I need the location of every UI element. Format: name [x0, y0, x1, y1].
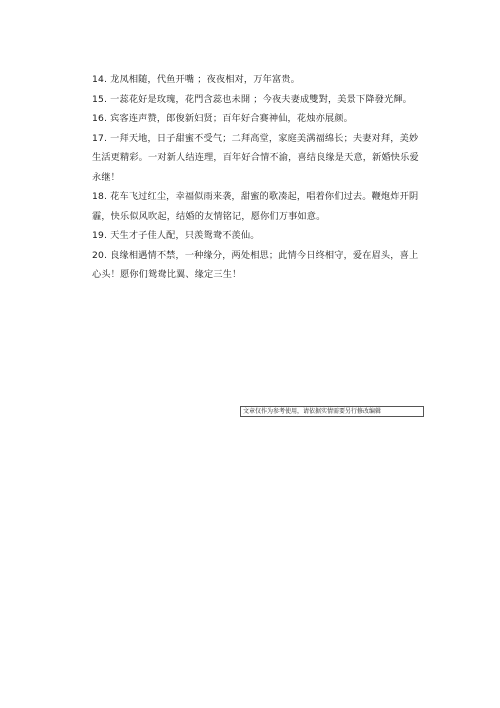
- disclaimer-note: 文章仅作为参考使用，请依据实情需要另行修改编辑: [240, 406, 424, 417]
- item-number: 18.: [92, 191, 108, 202]
- list-item: [92, 226, 422, 246]
- item-number: 15.: [92, 93, 108, 105]
- list-item: [92, 129, 422, 188]
- item-number: 14.: [92, 74, 108, 85]
- item-text: 一蕊花好是玫瑰，花門含蕊也未開 ；今夜夫妻成雙對，美景下降發光輝。: [110, 93, 413, 105]
- item-text: 良缘相遇情不禁，一种缘分，两处相思；此情今日终相守，爱在眉头，喜上心头！愿你们鸳鸯比翼、缘定三生！: [92, 249, 419, 280]
- item-text: 宾客连声赞，郎俊新妇贤；百年好合赛神仙，花烛亦展颜。: [110, 113, 353, 124]
- item-text: 一拜天地，日子甜蜜不受气；二拜高堂，家庭美满福绵长；夫妻对拜，美妙生活更精彩。一对新人结连理，百年好合情不渝，喜结良缘是天意，新婚快乐爱永继！: [92, 132, 419, 183]
- item-number: 19.: [92, 230, 108, 241]
- document-body: [92, 70, 422, 285]
- list-item: [92, 187, 422, 226]
- item-number: 20.: [92, 249, 108, 261]
- item-text: 天生才子佳人配，只羡鸳鸯不羡仙。: [110, 230, 260, 241]
- list-item: [92, 90, 422, 110]
- list-item: [92, 70, 422, 90]
- item-text: 花车飞过红尘，幸福似雨来袭，甜蜜的歌凑起，唱着你们过去。鞭炮炸开阴霾，快乐似风吹起，结婚的友情铭记，愿你们万事如意。: [92, 191, 419, 222]
- item-number: 17.: [92, 132, 108, 144]
- item-number: 16.: [92, 113, 108, 124]
- list-item: [92, 109, 422, 129]
- list-item: [92, 246, 422, 285]
- item-text: 龙凤相随，代鱼开嘴 ；夜夜相对，万年富贵。: [110, 74, 300, 85]
